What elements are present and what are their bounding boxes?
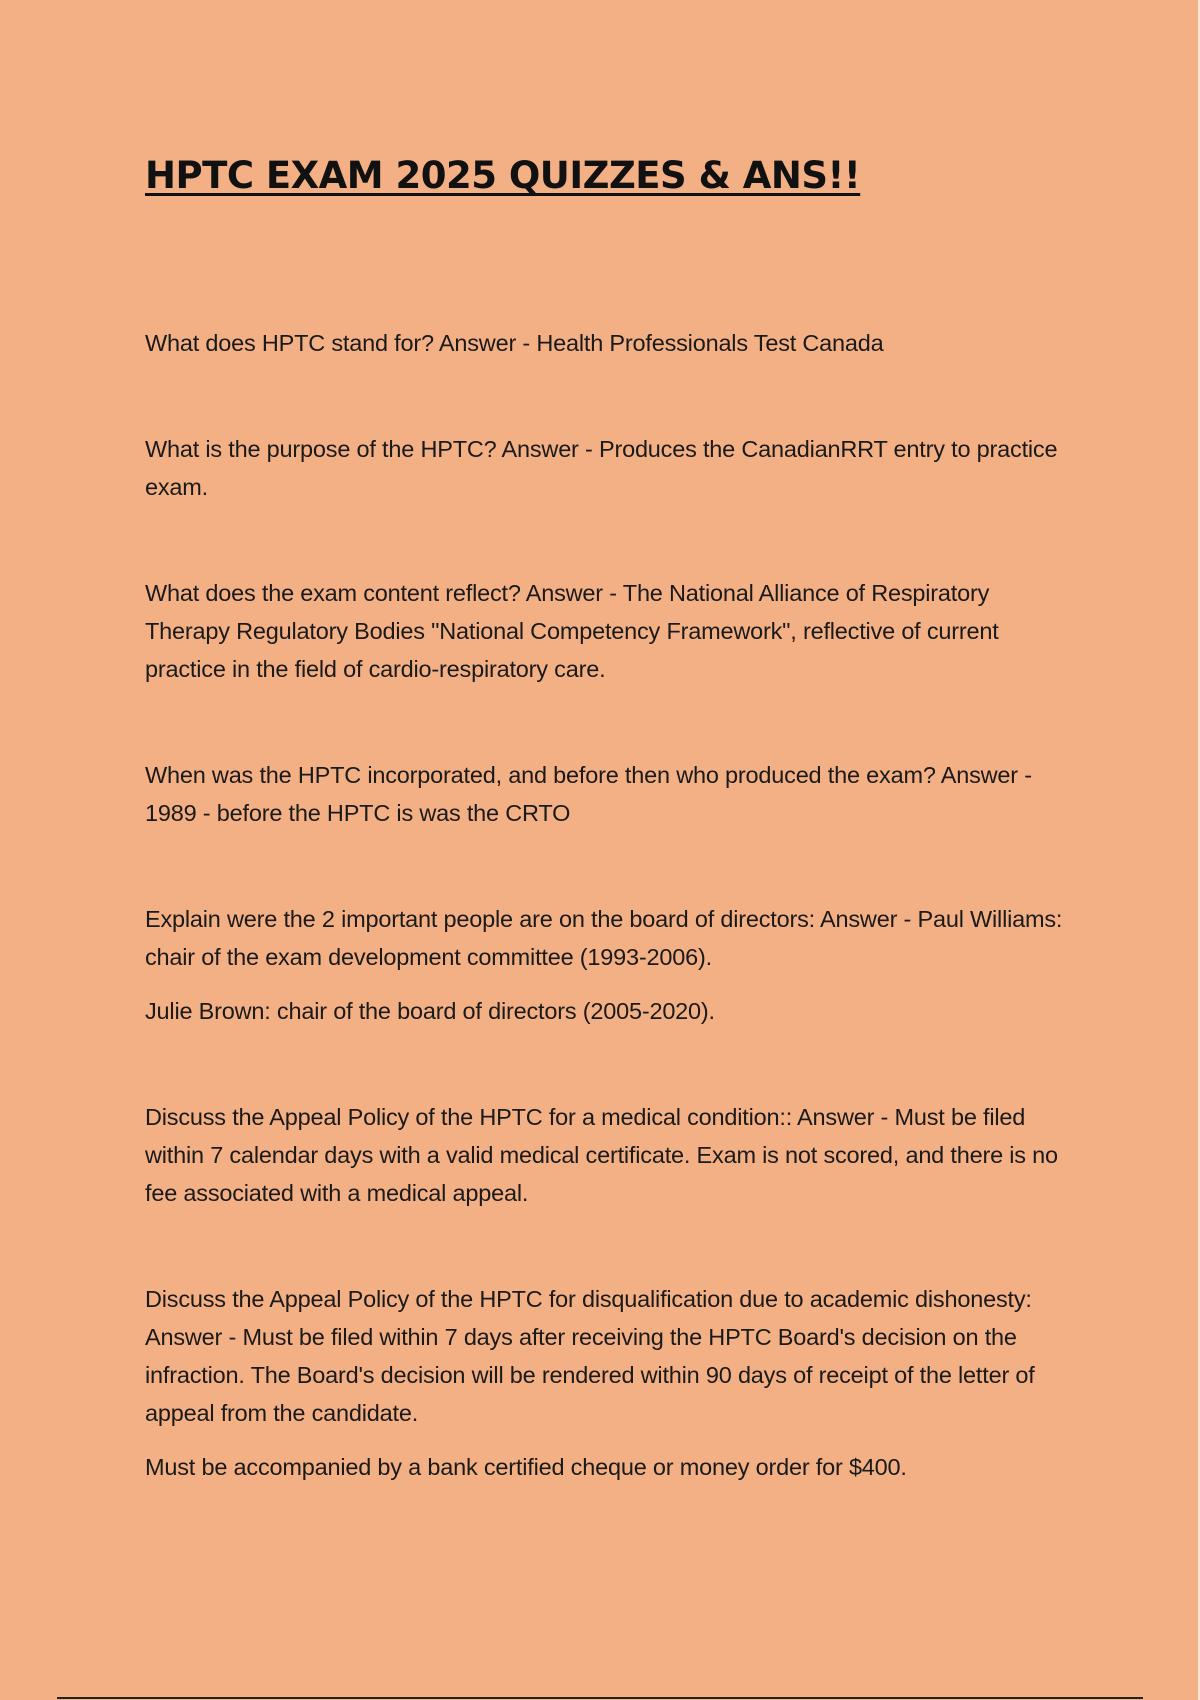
- footer-rule: [57, 1697, 1143, 1699]
- qa-paragraph: Must be accompanied by a bank certified cheque or money order for $400.: [145, 1454, 907, 1480]
- qa-item: [145, 756, 1075, 832]
- qa-item: [145, 1098, 1075, 1212]
- qa-item: [145, 1280, 1075, 1486]
- qa-paragraph: Discuss the Appeal Policy of the HPTC for a medical condition:: Answer - Must be filed within 7 calendar days with a valid medical certificate. Exam is not scored, and there is no fee associated with a medical appeal.: [145, 1104, 1058, 1206]
- qa-paragraph: What does HPTC stand for? Answer - Health Professionals Test Canada: [145, 330, 884, 356]
- qa-paragraph: What is the purpose of the HPTC? Answer - Produces the CanadianRRT entry to practice exam.: [145, 436, 1058, 500]
- document-content: [145, 150, 1075, 1486]
- qa-item: [145, 900, 1075, 1030]
- qa-paragraph: Explain were the 2 important people are on the board of directors: Answer - Paul Williams: chair of the exam development committee (1993-2006).: [145, 906, 1063, 970]
- document-title: HPTC EXAM 2025 QUIZZES & ANS!!: [145, 154, 861, 197]
- qa-paragraph: Discuss the Appeal Policy of the HPTC for disqualification due to academic dishonesty: Answer - Must be filed within 7 days after receiving the HPTC Board's decision on the infraction. The Board's decision will be rendered within 90 days of receipt of the letter of appeal from the candidate.: [145, 1286, 1035, 1426]
- qa-item: [145, 324, 1075, 362]
- qa-paragraph: When was the HPTC incorporated, and before then who produced the exam? Answer - 1989 - before the HPTC is was the CRTO: [145, 762, 1032, 826]
- qa-paragraph: What does the exam content reflect? Answer - The National Alliance of Respiratory Therapy Regulatory Bodies "National Competency Framework", reflective of current practice in the field of cardio-respiratory care.: [145, 580, 999, 682]
- qa-paragraph: Julie Brown: chair of the board of directors (2005-2020).: [145, 998, 715, 1024]
- qa-item: [145, 574, 1075, 688]
- qa-item: [145, 430, 1075, 506]
